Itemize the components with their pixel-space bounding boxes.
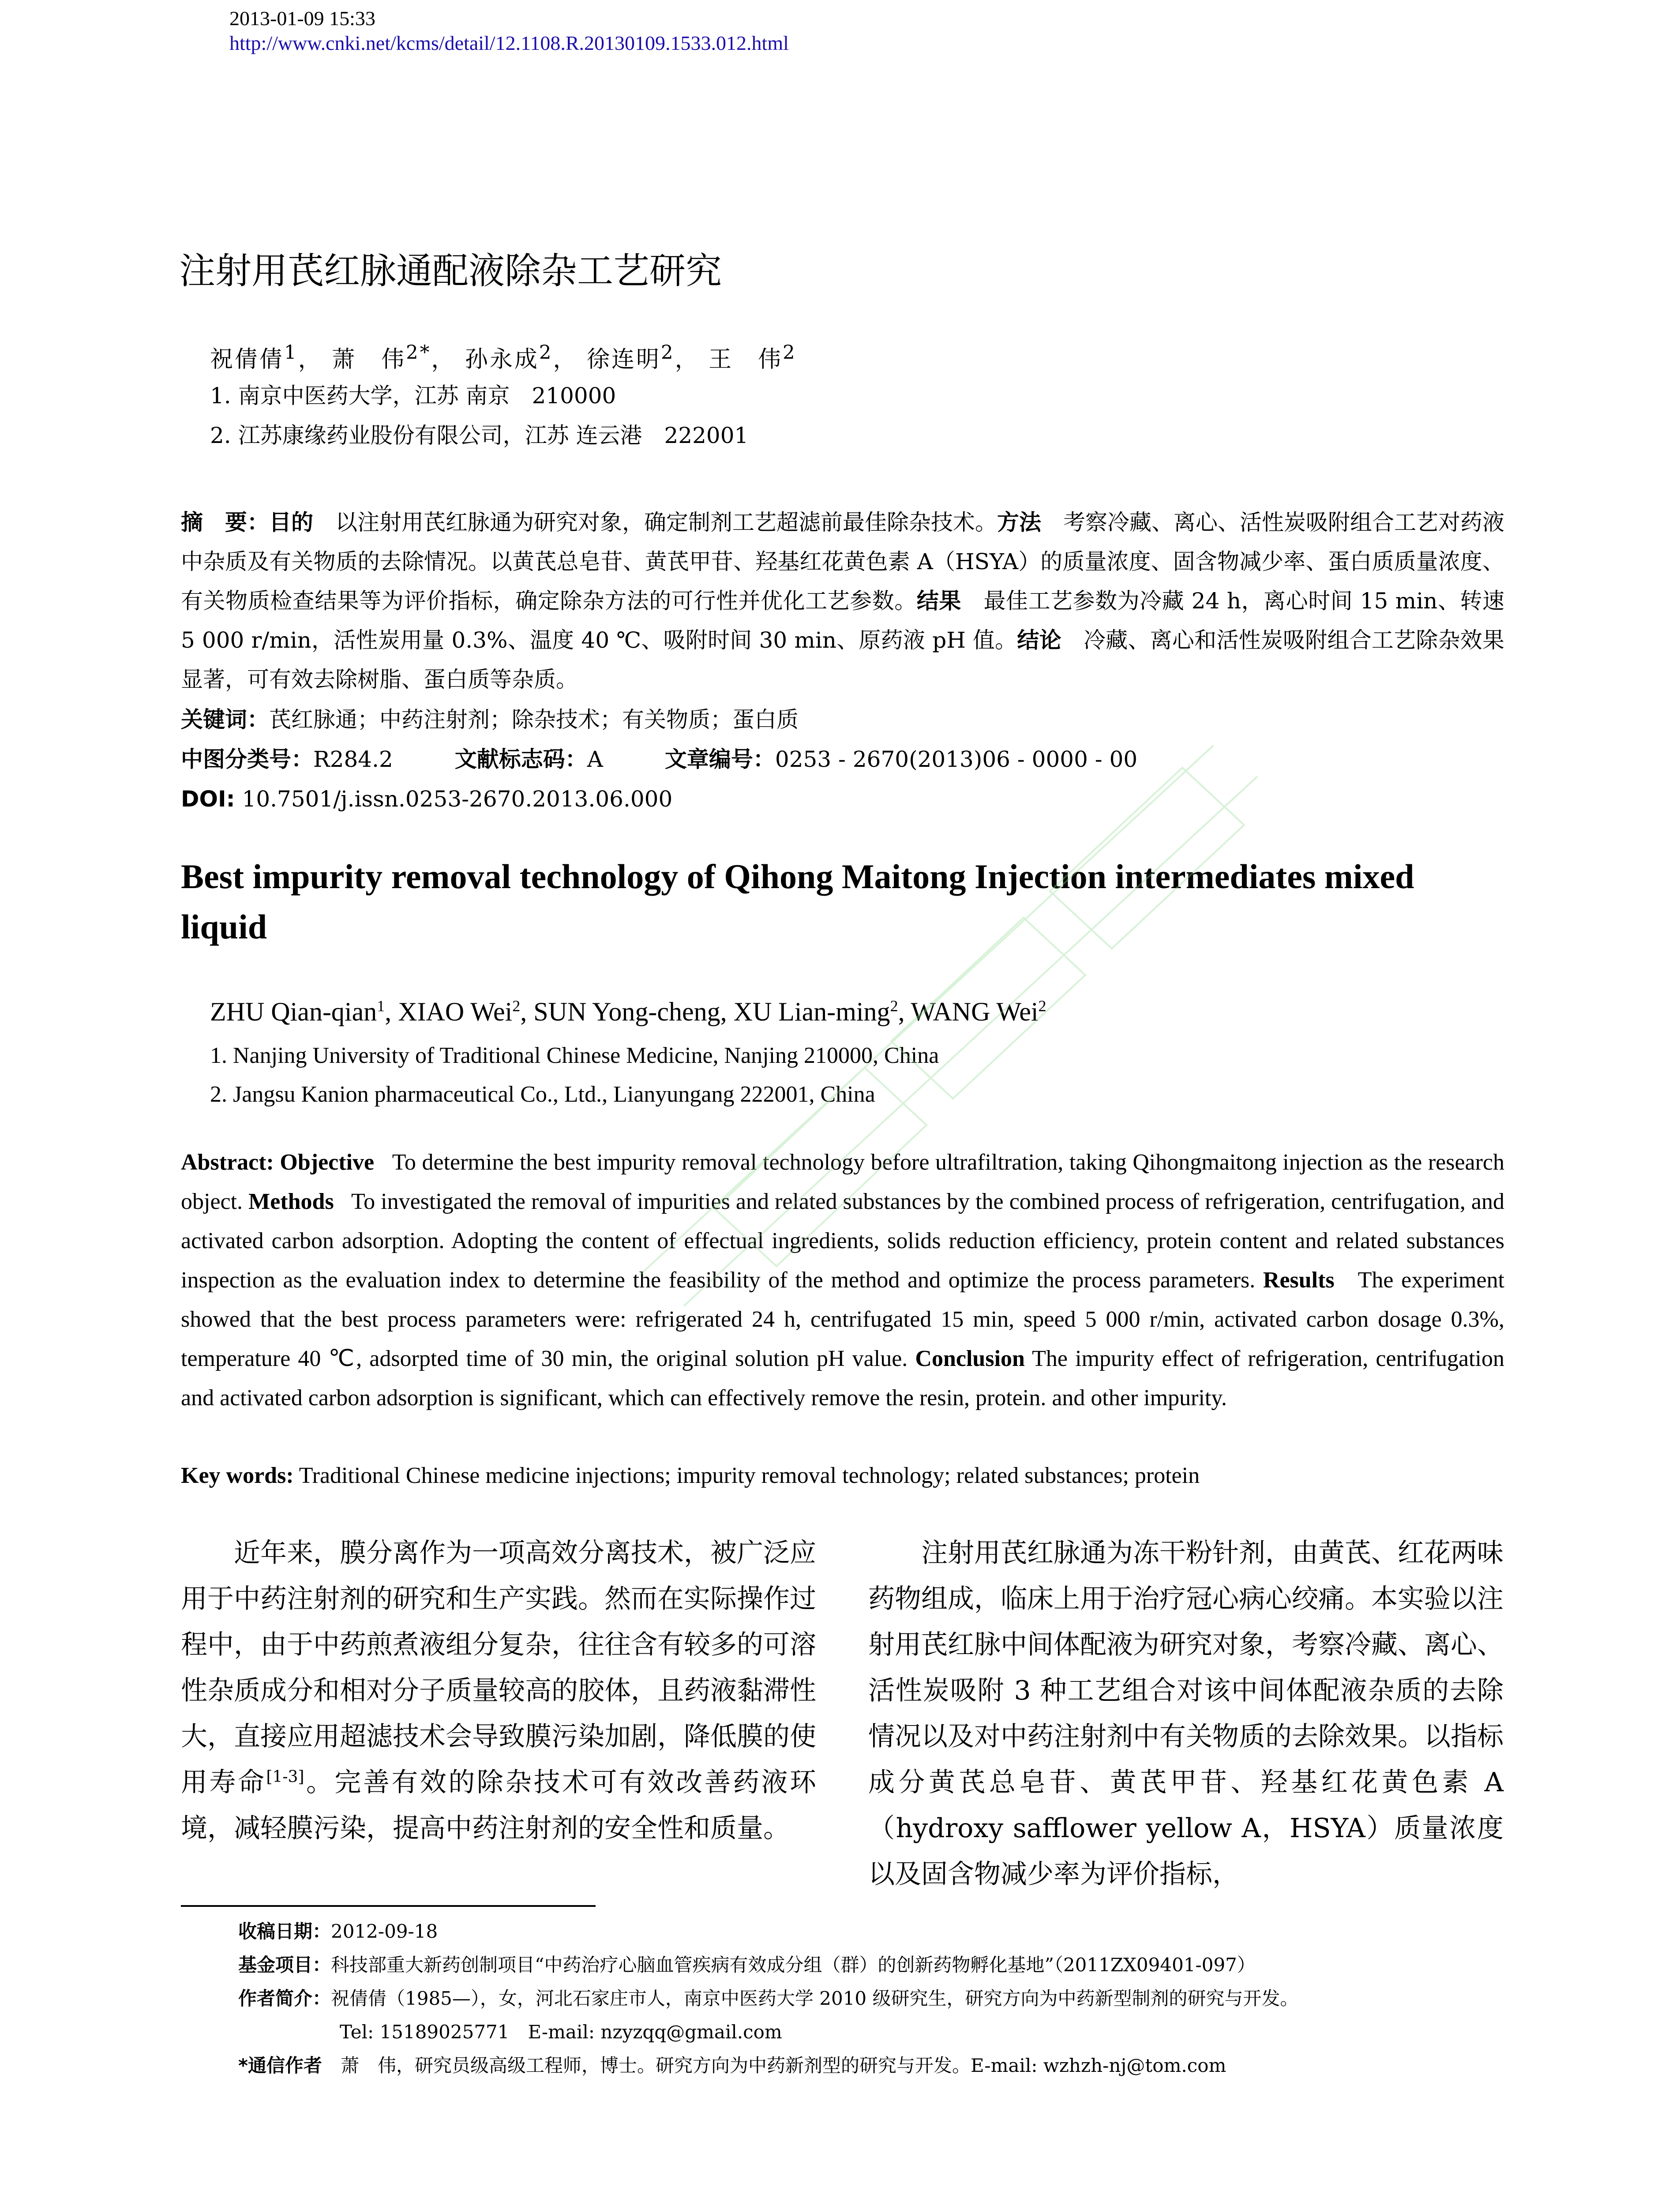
footnote-author-bio: 作者简介：祝倩倩（1985—），女，河北石家庄市人，南京中医药大学 2010 级研究生，研究方向为中药新型制剂的研究与开发。	[238, 1988, 1299, 2009]
body-column-right	[868, 1530, 1504, 1897]
abstract-cn	[181, 503, 1504, 699]
clc-label: 中图分类号：	[181, 747, 313, 772]
affiliation-en-2: 2. Jangsu Kanion pharmaceutical Co., Ltd., Lianyungang 222001, China	[210, 1082, 875, 1107]
footnote-received: 收稿日期：2012-09-18	[238, 1921, 438, 1942]
keywords-label-cn: 关键词：	[181, 707, 269, 732]
author-cn: 徐连明$^2$	[587, 342, 675, 373]
online-publication-url[interactable]: http://www.cnki.net/kcms/detail/12.1108.R.20130109.1533.012.html	[229, 32, 789, 54]
keywords-en	[181, 1460, 1504, 1491]
author-en: XIAO Wei$^2$	[398, 997, 521, 1026]
conclusion-label-cn: 结论	[1017, 627, 1061, 653]
keywords-text-en: Traditional Chinese medicine injections; impurity removal technology; related substances; protein	[299, 1463, 1200, 1488]
doi-label: DOI:	[181, 786, 235, 812]
doc-code-value: A	[587, 747, 603, 772]
methods-label-cn: 方法	[997, 510, 1041, 535]
methods-text-en: To investigated the removal of impurities and related substances by the combined process of refrigeration, centrifugation, and activated carbon adsorption. Adopting the content of effectual ingredients, solids reduction efficiency, protein content and related substances inspection as the evaluation index to determine the feasibility of the method and optimize the process parameters.	[181, 1189, 1504, 1293]
author-cn: 孙永成$^2$	[465, 342, 553, 373]
affiliation-cn-1: 1. 南京中医药大学，江苏 南京 210000	[210, 383, 616, 409]
objective-label-en: Objective	[280, 1150, 375, 1175]
footnote-contact: Tel: 15189025771 E-mail: nzyzqq@gmail.com	[340, 2021, 782, 2043]
article-no-label: 文章编号：	[664, 747, 775, 772]
conclusion-text-cn: 冷藏、离心和活性炭吸附组合工艺除杂效果显著，可有效去除树脂、蛋白质等杂质。	[181, 627, 1505, 692]
author-en: XU Lian-ming$^2$	[733, 997, 898, 1026]
doc-code-label: 文献标志码：	[454, 747, 587, 772]
author-list-cn: 祝倩倩$^1$， 萧 伟$^{2*}$， 孙永成$^2$， 徐连明$^2$， 王 伟$^2$	[210, 342, 797, 373]
doi-value: 10.7501/j.issn.0253-2670.2013.06.000	[242, 786, 673, 812]
article-no-value: 0253 - 2670(2013)06 - 0000 - 00	[775, 747, 1138, 772]
affiliation-en-1: 1. Nanjing University of Traditional Chinese Medicine, Nanjing 210000, China	[210, 1043, 939, 1068]
body-column-left	[181, 1530, 816, 1851]
keywords-label-en: Key words:	[181, 1463, 294, 1488]
footnote-fund: 基金项目：科技部重大新药创制项目“中药治疗心脑血管疾病有效成分组（群）的创新药物孵化基地”（2011ZX09401-097）	[238, 1954, 1256, 1976]
author-list-en: ZHU Qian-qian$^1$, XIAO Wei$^2$, SUN Yong-cheng, XU Lian-ming$^2$, WANG Wei$^2$	[210, 997, 1046, 1026]
results-label-en: Results	[1263, 1268, 1335, 1293]
results-text-en: The experiment showed that the best process parameters were: refrigerated 24 h, centrifugated 15 min, speed 5 000 r/min, activated carbon dosage 0.3%, temperature 40 ℃, adsorpted time of 30 min, the original solution pH value.	[181, 1268, 1505, 1371]
results-label-cn: 结果	[916, 588, 961, 614]
watermark-logo	[529, 679, 1324, 1341]
abstract-label-cn: 摘 要：	[181, 510, 269, 535]
author-en: SUN Yong-cheng	[533, 997, 720, 1026]
author-cn: 王 伟$^2$	[709, 342, 797, 373]
footnote-corresponding: *通信作者 萧 伟，研究员级高级工程师，博士。研究方向为中药新剂型的研究与开发。E-mail: wzhzh-nj@tom.com	[238, 2055, 1226, 2076]
conclusion-label-en: Conclusion	[915, 1346, 1025, 1371]
objective-label-cn: 目的	[269, 510, 313, 535]
paper-title-cn: 注射用芪红脉通配液除杂工艺研究	[179, 250, 722, 292]
clc-value: R284.2	[313, 747, 393, 772]
author-cn: 祝倩倩$^1$	[210, 342, 298, 373]
results-text-cn: 最佳工艺参数为冷藏 24 h，离心时间 15 min、转速 5 000 r/min，活性炭用量 0.3%、温度 40 ℃、吸附时间 30 min、原药液 pH 值。	[181, 588, 1505, 653]
methods-text-cn: 考察冷藏、离心、活性炭吸附组合工艺对药液中杂质及有关物质的去除情况。以黄芪总皂苷、黄芪甲苷、羟基红花黄色素 A（HSYA）的质量浓度、固含物减少率、蛋白质质量浓度、有关物质检查结果等为评价指标，确定除杂方法的可行性并优化工艺参数。	[181, 510, 1504, 614]
citation-ref[interactable]: [1-3]	[266, 1768, 304, 1786]
author-en: WANG Wei$^2$	[911, 997, 1046, 1026]
online-publication-info	[229, 6, 789, 56]
author-en: ZHU Qian-qian$^1$	[210, 997, 385, 1026]
paper-title-en: Best impurity removal technology of Qihong Maitong Injection intermediates mixed liquid	[181, 857, 1414, 946]
body-paragraph: 近年来，膜分离作为一项高效分离技术，被广泛应用于中药注射剂的研究和生产实践。然而在实际操作过程中，由于中药煎煮液组分复杂，往往含有较多的可溶性杂质成分和相对分子质量较高的胶体，且药液黏滞性大，直接应用超滤技术会导致膜污染加剧，降低膜的使用寿命[1-3]。完善有效的除杂技术可有效改善药液环境，减轻膜污染，提高中药注射剂的安全性和质量。	[181, 1538, 817, 1844]
objective-text-cn: 以注射用芪红脉通为研究对象，确定制剂工艺超滤前最佳除杂技术。	[335, 510, 997, 535]
affiliation-cn-2: 2. 江苏康缘药业股份有限公司，江苏 连云港 222001	[210, 423, 749, 448]
keywords-text-cn: 芪红脉通；中药注射剂；除杂技术；有关物质；蛋白质	[269, 707, 799, 732]
online-publication-datetime: 2013-01-09 15:33	[229, 7, 375, 30]
methods-label-en: Methods	[248, 1189, 334, 1214]
body-paragraph: 注射用芪红脉通为冻干粉针剂，由黄芪、红花两味药物组成，临床上用于治疗冠心病心绞痛。本实验以注射用芪红脉中间体配液为研究对象，考察冷藏、离心、活性炭吸附 3 种工艺组合对该中间体配液杂质的去除情况以及对中药注射剂中有关物质的去除效果。以指标成分黄芪总皂苷、黄芪甲苷、羟基红花黄色素 A（hydroxy safflower yellow A，HSYA）质量浓度以及固含物减少率为评价指标，	[868, 1538, 1504, 1890]
conclusion-text-en: The impurity effect of refrigeration, centrifugation and activated carbon adsorption is significant, which can effectively remove the resin, protein. and other impurity.	[181, 1346, 1504, 1411]
objective-text-en: To determine the best impurity removal technology before ultrafiltration, taking Qihongmaitong injection as the research object.	[181, 1150, 1505, 1214]
author-cn: 萧 伟$^{2*}$	[332, 342, 431, 373]
footnote-divider	[181, 1905, 596, 1907]
abstract-label-en: Abstract:	[181, 1150, 274, 1175]
